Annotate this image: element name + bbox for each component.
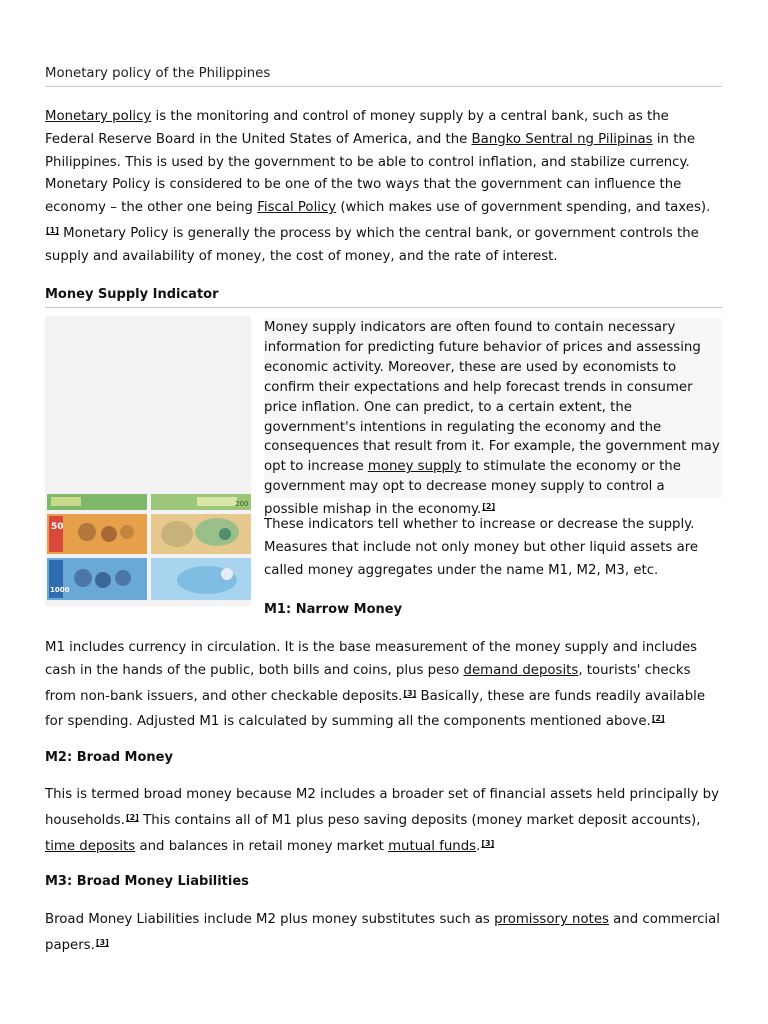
citation-3c[interactable]: [3] [95, 937, 109, 947]
m3-text-1: Broad Money Liabilities include M2 plus money substitutes such as [45, 912, 495, 927]
link-time-deposits[interactable]: time deposits [45, 838, 136, 854]
msi-paragraph-2: These indicators tell whether to increase or decrease the supply. Measures that include not only money but other liquid assets are called money aggregates under the name M1, M2, M3, etc. [264, 517, 699, 578]
m2-text-1: This is termed broad money because M2 includes a broader set of financial assets held principally by households. [45, 787, 719, 828]
m3-text-2: and commercial papers. [45, 912, 720, 953]
link-monetary-policy[interactable]: Monetary policy [45, 109, 152, 124]
citation-3[interactable]: [3] [403, 688, 417, 698]
intro-text-1: is the monitoring and control of money supply by a central bank, such as the Federal Reserve Board in the United States of America, and the [45, 109, 669, 147]
intro-text-3: (which makes use of government spending, and taxes). [336, 200, 711, 216]
m1-paragraph [45, 637, 722, 734]
citation-2b[interactable]: [2] [651, 714, 665, 724]
heading-m1: M1: Narrow Money [264, 602, 403, 617]
banknote-value-1000: 1000 [50, 586, 70, 594]
m3-paragraph [45, 909, 722, 958]
citation-2[interactable]: [2] [482, 502, 496, 512]
m2-text-3: and balances in retail money market [135, 838, 389, 854]
link-demand-deposits[interactable]: demand deposits [463, 662, 579, 678]
citation-1[interactable]: [1] [46, 225, 59, 235]
banknote-value-50: 50 [51, 522, 64, 532]
page-title: Monetary policy of the Philippines [45, 66, 722, 87]
msi-text-1: Money supply indicators are often found to contain necessary information for predicting future behavior of prices and assessing economic activity. Moreover, these are used by economists to confirm their expectations and help forecast trends in consumer price inflation. One can predict, to a certain extent, the government's intentions in regulating the economy and the consequences that result from it. For example, the government may opt to increase [264, 320, 720, 475]
figure-box [45, 316, 251, 606]
banknote-value-200: 200 [235, 500, 249, 508]
m1-text-3: Basically, these are funds readily available for spending. Adjusted M1 is calculated by summing all the components mentioned above. [45, 688, 706, 730]
m1-text-2: , tourists' checks from non-bank issuers, and other checkable deposits. [45, 662, 691, 704]
link-fiscal-policy[interactable]: Fiscal Policy [257, 200, 337, 216]
link-money-supply[interactable]: money supply [367, 459, 462, 475]
link-bangko-sentral[interactable]: Bangko Sentral ng Pilipinas [471, 131, 653, 147]
msi-paragraph-1 [264, 318, 722, 518]
intro-text-4: Monetary Policy is generally the process by which the central bank, or government controls the supply and availability of money, the cost of money, and the rate of interest. [45, 225, 699, 264]
intro-paragraph [45, 106, 722, 269]
intro-text-2: in the Philippines. This is used by the government to be able to control inflation, and stabilize currency. Monetary Policy is considered to be one of the two ways that the government can influence the economy – the other one being [45, 131, 696, 216]
citation-2c[interactable]: [2] [125, 812, 139, 822]
m2-paragraph [45, 784, 722, 858]
heading-m2: M2: Broad Money [45, 750, 173, 765]
link-mutual-funds[interactable]: mutual funds [388, 838, 477, 854]
msi-text-2: to stimulate the economy or the government may opt to decrease money supply to control a possible mishap in the economy. [264, 459, 681, 518]
heading-m3: M3: Broad Money Liabilities [45, 874, 249, 889]
m2-text-2: This contains all of M1 plus peso saving deposits (money market deposit accounts), [138, 812, 701, 828]
citation-3b[interactable]: [3] [481, 838, 495, 848]
m2-text-4: . [476, 838, 481, 854]
m1-text-1: M1 includes currency in circulation. It is the base measurement of the money supply and includes cash in the hands of the public, both bills and coins, plus peso [45, 640, 698, 678]
link-promissory-notes[interactable]: promissory notes [494, 912, 609, 927]
banknotes-image [47, 494, 251, 602]
heading-money-supply-indicator: Money Supply Indicator [45, 287, 722, 308]
